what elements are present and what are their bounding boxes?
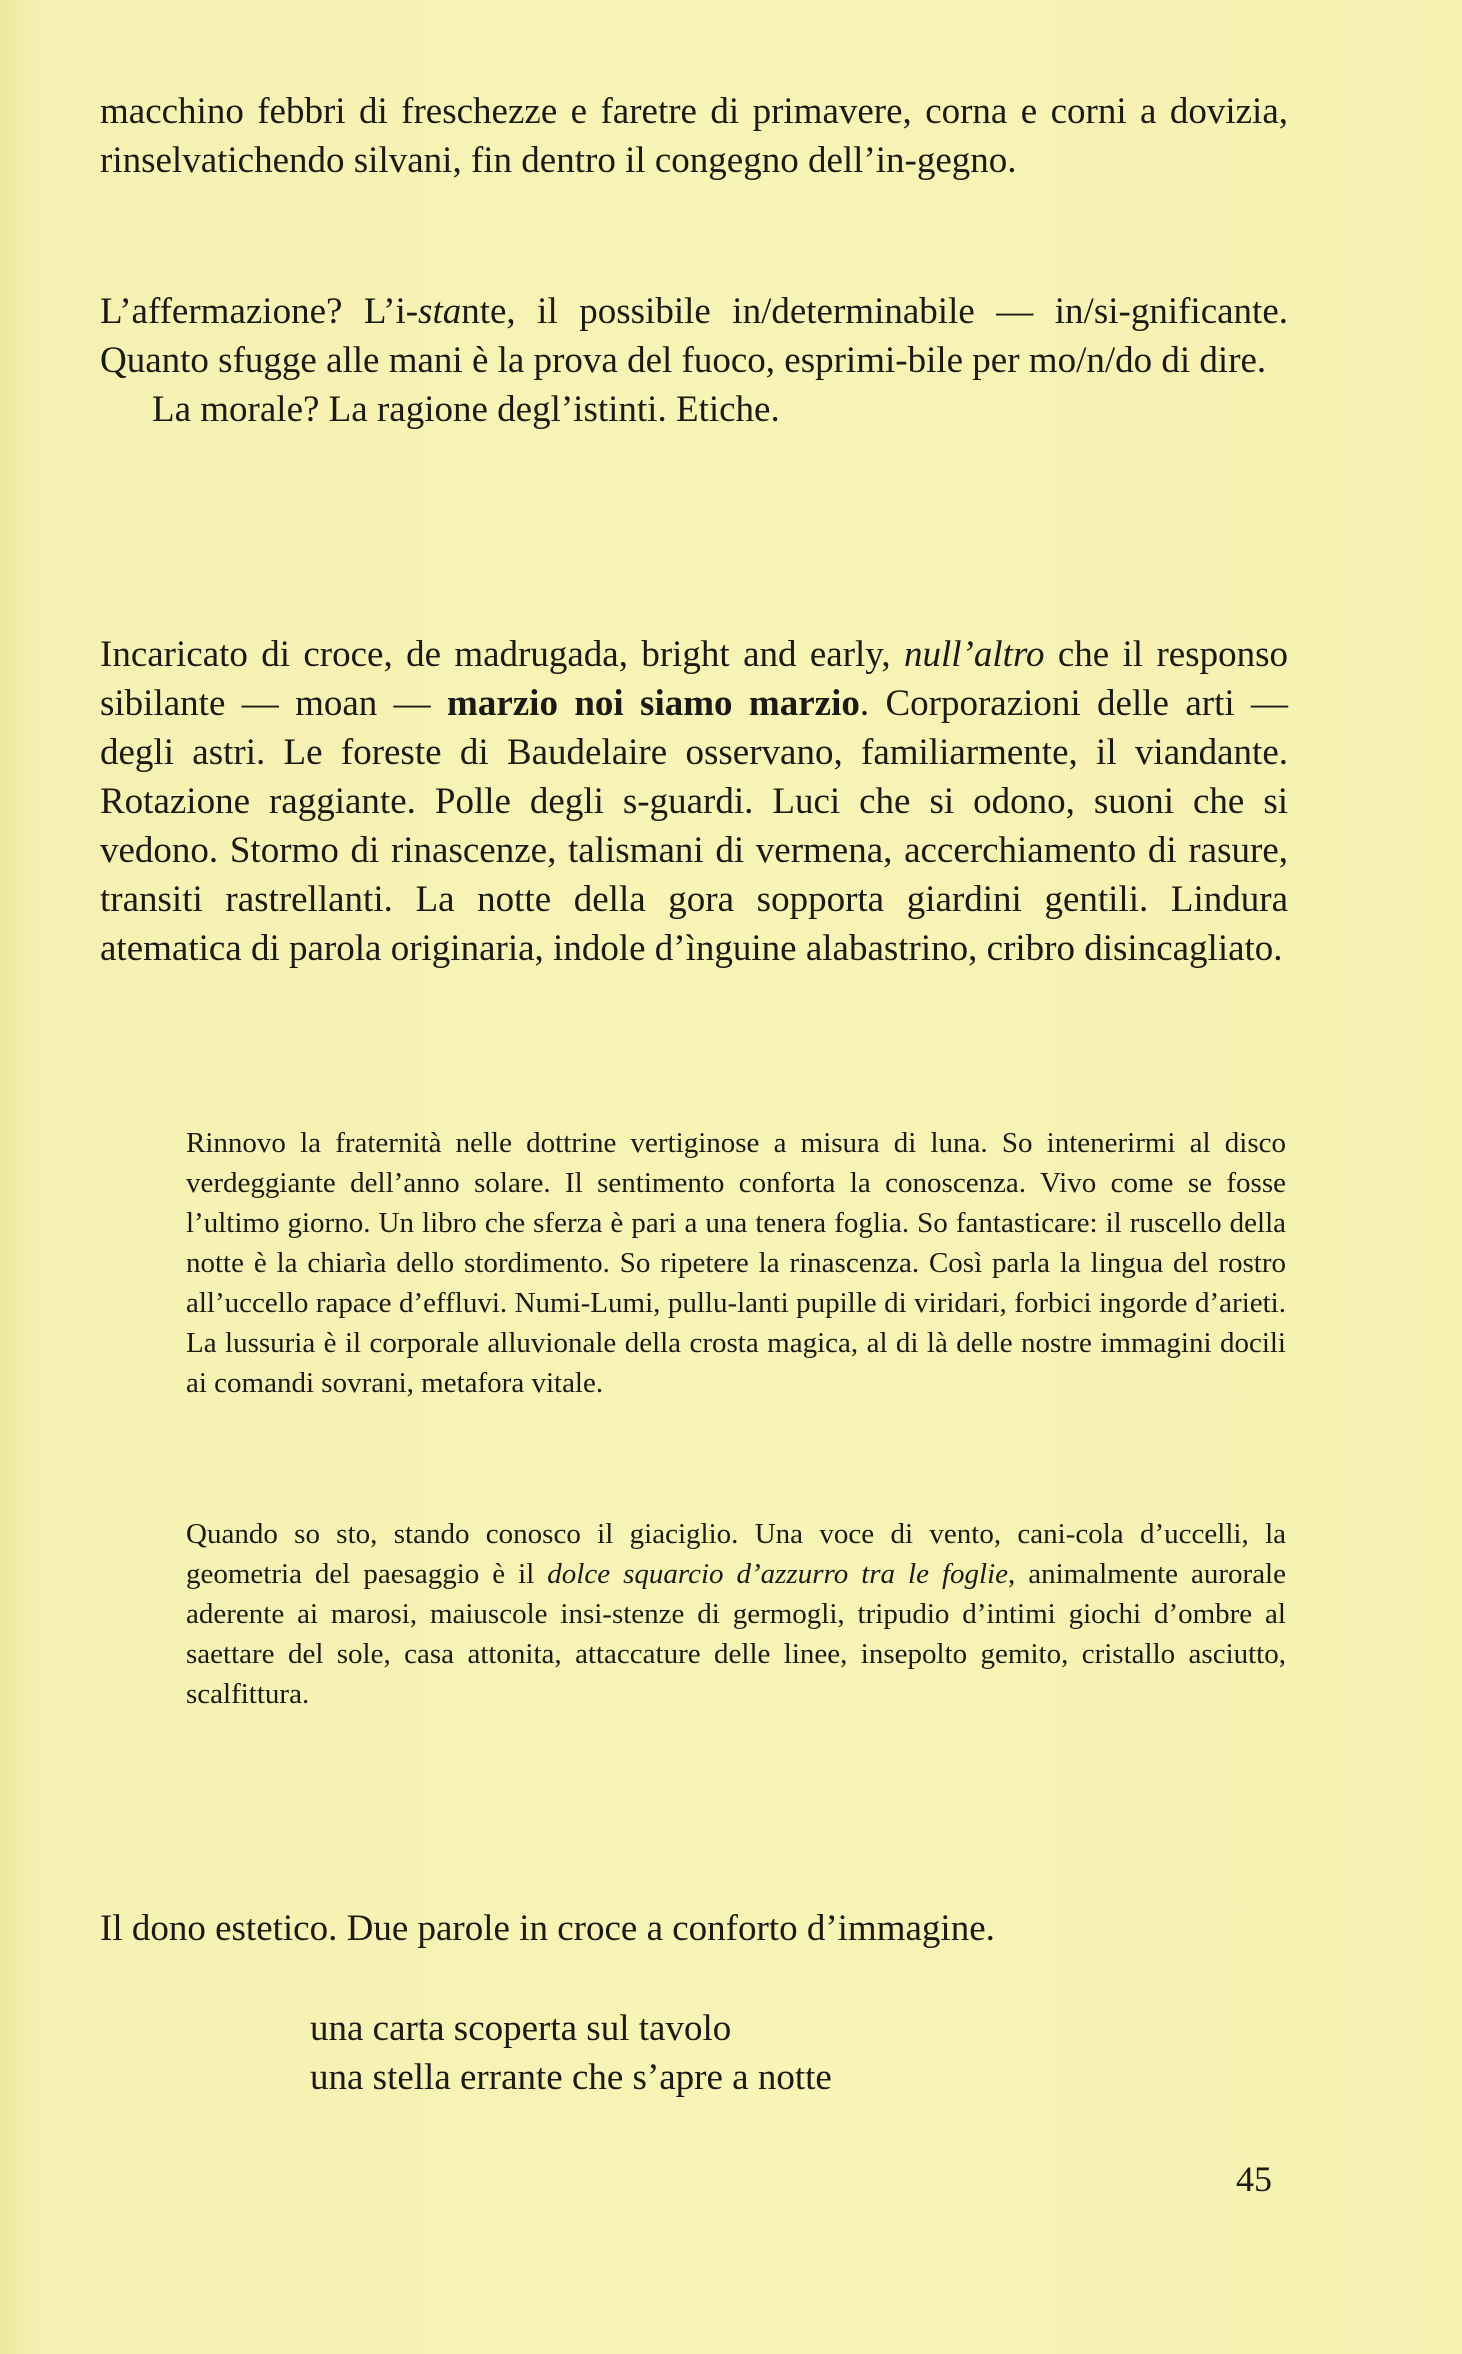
indented-block-1-text: Rinnovo la fraternità nelle dottrine vertiginose a misura di luna. So intenerirmi al disco verdeggiante dell’anno solare. Il sentimento conforta la conoscenza. Vivo come se fosse l’ultimo giorno. Un libro che sferza è pari a una tenera foglia. So fantasticare: il ruscello della notte è la chiarìa dello stordimento. So ripetere la rinascenza. Così parla la lingua del rostro all’uccello rapace d’effluvi. Numi-Lumi, pullu-lanti pupille di viridari, forbici ingorde d’arieti. La lussuria è il corporale alluvionale della crosta magica, al di là delle nostre immagini docili ai comandi sovrani, metafora vitale.: [186, 1127, 1286, 1399]
indented-block-2-italic: dolce squarcio d’azzurro tra le foglie: [547, 1558, 1008, 1590]
paragraph-2-pre: L’affermazione? L’i-: [100, 291, 419, 332]
indented-block-2-part-a: Quando so sto, stando conosco il giaciglio. Una voce di vento, cani-cola d’uccelli, la geometria del paesaggio è il: [186, 1518, 1286, 1590]
paragraph-1-text: macchino febbri di freschezze e faretre di primavere, corna e corni a dovizia, rinselvatichendo silvani, fin dentro il congegno dell’in-gegno.: [100, 91, 1288, 181]
paragraph-2: [100, 287, 1288, 434]
paragraph-2-italic: sta: [418, 291, 462, 332]
verse-block: [310, 2004, 1210, 2102]
paragraph-5-text: Il dono estetico. Due parole in croce a conforto d’immagine.: [100, 1908, 995, 1949]
paragraph-4-bold: marzio noi siamo marzio: [447, 683, 860, 724]
indented-block-1: [186, 1123, 1286, 1403]
paragraph-4-part-c: . Corporazioni delle arti — degli astri. Le foreste di Baudelaire osservano, familiarmente, il viandante. Rotazione raggiante. Polle degli s-guardi. Luci che si odono, suoni che si vedono. Stormo di rinascenze, talismani di vermena, accerchiamento di rasure, transiti rastrellanti. La notte della gora sopporta giardini gentili. Lindura atematica di parola originaria, indole d’ìnguine alabastrino, cribro disincagliato.: [100, 683, 1288, 969]
paragraph-4-part-a: Incaricato di croce, de madrugada, bright and early,: [100, 634, 904, 675]
indented-block-2: [186, 1514, 1286, 1714]
indented-block-2-part-b: , animalmente aurorale aderente ai marosi, maiuscole insi-stenze di germogli, tripudio d’intimi giochi d’ombre al saettare del sole, casa attonita, attaccature delle linee, insepolto gemito, cristallo asciutto, scalfittura.: [186, 1558, 1286, 1710]
page-number: 45: [1236, 2159, 1272, 2199]
paragraph-3-text: La morale? La ragione degl’istinti. Etiche.: [152, 389, 780, 430]
verse-line: una carta scoperta sul tavolo: [310, 2008, 732, 2049]
paragraph-1: [100, 87, 1288, 185]
paragraph-5: [100, 1904, 1288, 1953]
paragraph-4-text: [100, 630, 1288, 973]
indented-block-2-text: [186, 1514, 1286, 1714]
paragraph-2-post: nte, il possibile in/determinabile — in/si-gnificante. Quanto sfugge alle mani è la prova del fuoco, esprimi-bile per mo/n/do di dire.: [100, 291, 1288, 381]
paragraph-4-italic: null’altro: [904, 634, 1045, 675]
paragraph-4-part-b: che il responso sibilante — moan —: [100, 634, 1288, 724]
verse-line: una stella errante che s’apre a notte: [310, 2057, 832, 2098]
paragraph-4: [100, 630, 1288, 973]
paragraph-2-text: [100, 287, 1288, 385]
